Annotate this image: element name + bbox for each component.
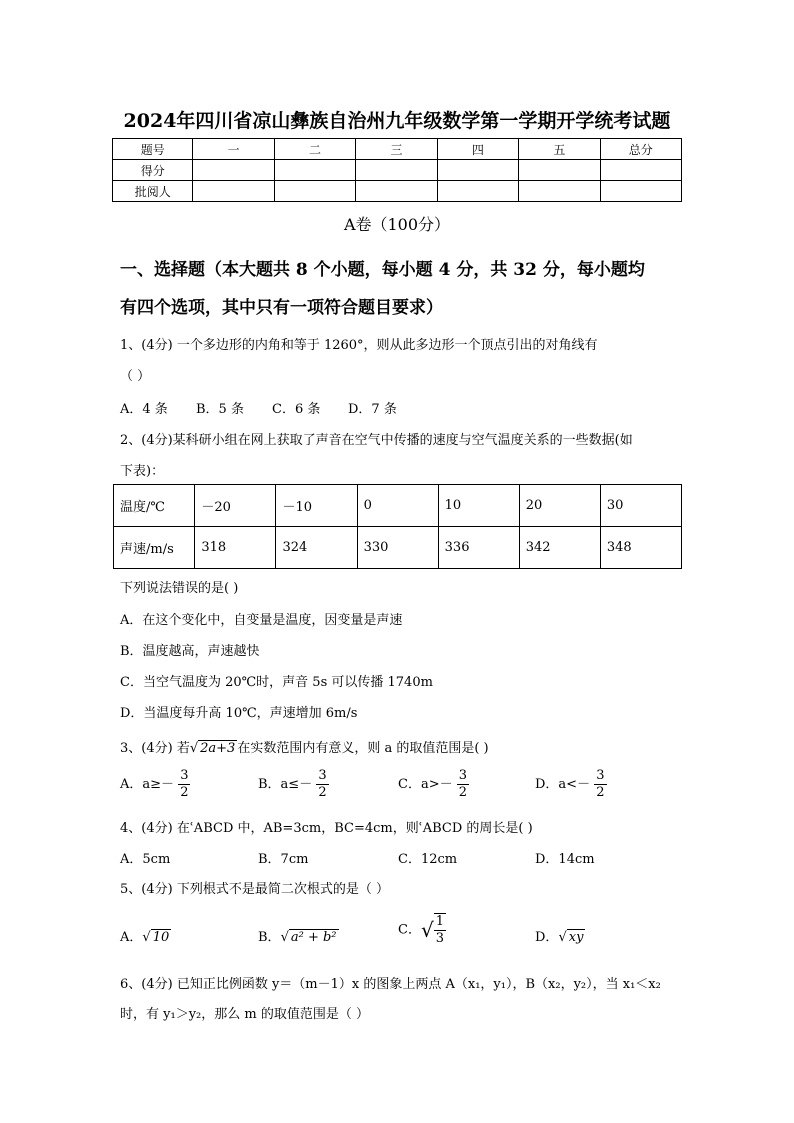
numerator: 3: [458, 768, 468, 783]
section-heading-line1: 一、选择题（本大题共 8 个小题，每小题 4 分，共 32 分，每小题均: [120, 260, 645, 280]
table-cell: [193, 181, 274, 202]
table-cell: [356, 181, 437, 202]
q6-stem-line2: 时，有 y₁＞y₂，那么 m 的取值范围是（ ）: [120, 1007, 369, 1022]
q1-option-b: B．5 条: [196, 402, 244, 417]
table-cell: [600, 181, 681, 202]
sqrt-expression: √: [420, 918, 434, 942]
denominator: 3: [435, 931, 444, 946]
table-cell: 348: [600, 527, 681, 569]
sqrt-expression: √ xy: [558, 930, 584, 945]
table-cell: 330: [357, 527, 438, 569]
q2-option-d: D．当温度每升高 10℃，声速增加 6m/s: [120, 706, 358, 721]
q3-option-a: [120, 768, 190, 801]
q1-option-d: D．7 条: [348, 402, 397, 417]
option-label: A．a≥－: [120, 777, 175, 792]
q4-option-c: C．12cm: [398, 852, 458, 867]
q4-option-d: D．14cm: [535, 852, 595, 867]
sqrt-expression: √ 2a+3: [189, 741, 236, 756]
table-cell: 318: [195, 527, 276, 569]
table-cell: [274, 160, 355, 181]
table-cell: 声速/m/s: [114, 527, 195, 569]
q3-option-c: [398, 768, 469, 801]
option-label: D．a<－: [535, 777, 591, 792]
speed-temperature-table: [113, 484, 682, 569]
table-cell: 10: [438, 485, 519, 527]
numerator: 1: [435, 914, 444, 929]
q1-paren: （ ）: [120, 369, 151, 384]
table-cell: 得分: [113, 160, 193, 181]
numerator: 3: [318, 768, 327, 783]
table-cell: [437, 160, 518, 181]
q6-stem-line1: 6、(4分) 已知正比例函数 y＝（m－1）x 的图象上两点 A（x₁，y₁），B（x₂，y₂），当 x₁＜x₂: [120, 977, 661, 992]
table-cell: [274, 181, 355, 202]
table-cell: －20: [195, 485, 276, 527]
q4-stem: 4、(4分) 在ʿABCD 中，AB=3cm，BC=4cm，则ʿABCD 的周长是( ): [120, 821, 533, 836]
table-cell: 题号: [113, 139, 193, 160]
q5-option-c: [398, 913, 446, 947]
score-table: [112, 138, 682, 202]
q4-option-b: B．7cm: [258, 852, 309, 867]
numerator: 3: [180, 768, 189, 783]
numerator: 3: [596, 768, 605, 783]
table-cell: 四: [437, 139, 518, 160]
table-row: [114, 527, 682, 569]
table-cell: 总分: [600, 139, 681, 160]
q1-stem: 1、(4分) 一个多边形的内角和等于 1260°，则从此多边形一个顶点引出的对角线有: [120, 338, 598, 353]
option-label: C．a>－: [398, 777, 453, 792]
q3-option-b: [258, 768, 329, 801]
option-label: B．: [258, 930, 281, 945]
table-cell: －10: [276, 485, 357, 527]
section-heading-line2: 有四个选项，其中只有一项符合题目要求）: [120, 298, 443, 318]
q1-option-a: A．4 条: [120, 402, 168, 417]
table-cell: [519, 181, 600, 202]
denominator: 2: [458, 785, 468, 800]
table-cell: 336: [438, 527, 519, 569]
table-row: [113, 160, 682, 181]
q5-option-b: [258, 926, 339, 945]
q5-option-d: [535, 926, 585, 945]
q5-stem: 5、(4分) 下列根式不是最简二次根式的是（ ）: [120, 882, 389, 897]
denominator: 2: [318, 785, 327, 800]
table-cell: 一: [193, 139, 274, 160]
q2-stem-line2: 下表)：: [120, 464, 165, 479]
fraction: [316, 768, 328, 801]
page-title: 2024年四川省凉山彝族自治州九年级数学第一学期开学统考试题: [123, 110, 671, 132]
sqrt-expression: √ 10: [142, 930, 170, 945]
table-cell: 324: [276, 527, 357, 569]
denominator: 2: [596, 785, 605, 800]
q2-option-a: A．在这个变化中，自变量是温度，因变量是声速: [120, 613, 403, 628]
table-row: [113, 181, 682, 202]
q2-stem-line1: 2、(4分)某科研小组在网上获取了声音在空气中传播的速度与空气温度关系的一些数据(如: [120, 433, 633, 448]
fraction: [434, 913, 446, 947]
q5-option-a: [120, 926, 171, 945]
table-cell: [600, 160, 681, 181]
table-cell: 30: [600, 485, 681, 527]
q3-stem: [120, 737, 489, 756]
table-cell: [437, 181, 518, 202]
option-label: D．: [535, 930, 559, 945]
table-cell: 0: [357, 485, 438, 527]
table-cell: [519, 160, 600, 181]
table-cell: 三: [356, 139, 437, 160]
paper-a-heading: A卷（100分）: [343, 215, 451, 234]
option-label: A．: [120, 930, 143, 945]
table-cell: 二: [274, 139, 355, 160]
radicand: a² + b²: [290, 930, 337, 945]
fraction: [178, 768, 190, 801]
table-cell: 批阅人: [113, 181, 193, 202]
option-label: B．a≤－: [258, 777, 313, 792]
table-cell: 342: [519, 527, 600, 569]
option-label: C．: [398, 922, 421, 938]
sqrt-expression: √ a² + b²: [280, 930, 337, 945]
fraction: [457, 768, 469, 801]
q3-option-d: [535, 768, 607, 801]
q3-stem-pre: 3、(4分) 若: [120, 741, 190, 756]
q4-option-a: A．5cm: [120, 852, 171, 867]
radicand: 10: [152, 930, 170, 945]
table-row: [114, 485, 682, 527]
table-cell: 温度/℃: [114, 485, 195, 527]
fraction: [594, 768, 606, 801]
table-row: [113, 139, 682, 160]
radicand: xy: [568, 930, 584, 945]
table-cell: [193, 160, 274, 181]
q2-option-c: C．当空气温度为 20℃时，声音 5s 可以传播 1740m: [120, 675, 433, 690]
table-cell: [356, 160, 437, 181]
q2-question: 下列说法错误的是( ): [120, 581, 239, 596]
q1-option-c: C．6 条: [272, 402, 321, 417]
table-cell: 五: [519, 139, 600, 160]
denominator: 2: [180, 785, 189, 800]
radicand: 2a+3: [200, 741, 236, 756]
q2-option-b: B．温度越高，声速越快: [120, 644, 260, 659]
q3-stem-post: 在实数范围内有意义，则 a 的取值范围是( ): [237, 741, 489, 756]
table-cell: 20: [519, 485, 600, 527]
